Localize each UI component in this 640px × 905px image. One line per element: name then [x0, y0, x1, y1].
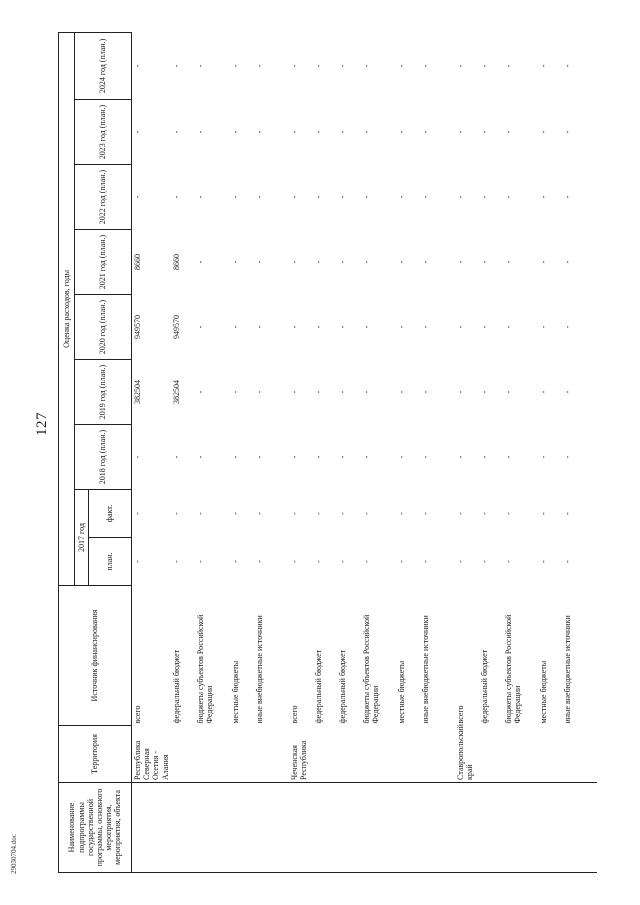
row-source: иные внебюджетные источники: [254, 615, 264, 724]
row-value: -: [479, 455, 489, 459]
row-source: всего: [289, 705, 299, 724]
header-2017-plan: план.: [89, 538, 132, 586]
table-row: [171, 32, 195, 872]
header-territory: Территория: [59, 726, 132, 783]
row-value: -: [133, 560, 142, 563]
row-value: -: [337, 560, 347, 563]
row-value: -: [230, 64, 240, 68]
row-value: -: [195, 130, 205, 134]
header-2019: 2019 год (план.): [75, 360, 132, 425]
row-value: -: [361, 64, 371, 68]
header-2017-fact: факт.: [89, 490, 132, 538]
row-territory: [562, 726, 597, 783]
row-source: федеральный бюджет: [337, 649, 347, 724]
row-territory: [195, 726, 230, 783]
row-value: -: [254, 260, 264, 264]
row-value: -: [337, 390, 347, 394]
header-2020: 2020 год (план.): [75, 295, 132, 360]
row-territory: [479, 726, 503, 783]
row-value: -: [337, 512, 347, 515]
row-value: -: [195, 455, 205, 459]
header-2024: 2024 год (план.): [75, 32, 132, 99]
row-value: -: [254, 64, 264, 68]
row-value: -: [195, 512, 205, 515]
row-value: -: [562, 260, 572, 264]
table-row: [396, 32, 420, 872]
row-value: -: [479, 390, 489, 394]
row-value: -: [479, 64, 489, 68]
row-value: -: [230, 260, 240, 264]
row-value: -: [195, 195, 205, 199]
row-value: -: [254, 325, 264, 329]
row-value: -: [289, 325, 299, 329]
row-value: -: [479, 325, 489, 329]
row-value: -: [538, 64, 548, 68]
row-territory: [337, 726, 361, 783]
row-value: -: [420, 325, 430, 329]
row-value: -: [420, 560, 430, 563]
header-2021: 2021 год (план.): [75, 230, 132, 295]
row-value: -: [361, 260, 371, 264]
row-value: -: [313, 130, 323, 134]
header-2018: 2018 год (план.): [75, 425, 132, 490]
row-value: -: [195, 390, 205, 394]
row-value: -: [503, 195, 513, 199]
row-value: -: [420, 130, 430, 134]
row-value: -: [538, 260, 548, 264]
header-name: Наименование подпрограммы государственной программы, основного мероприятия, мероприятия, объекта: [59, 783, 132, 873]
row-value: -: [230, 560, 240, 563]
row-value: -: [503, 130, 513, 134]
row-value: -: [479, 195, 489, 199]
row-value: -: [313, 325, 323, 329]
row-value: -: [455, 130, 465, 134]
expenditure-table: [58, 32, 597, 873]
row-value: -: [396, 560, 406, 563]
row-value: -: [171, 195, 181, 199]
row-value: -: [337, 455, 347, 459]
header-source: Источник финансирования: [59, 586, 132, 726]
row-source: местные бюджеты: [538, 660, 548, 724]
row-name-cell: [313, 783, 337, 873]
row-value: -: [396, 260, 406, 264]
row-value: -: [396, 130, 406, 134]
row-source: местные бюджеты: [230, 660, 240, 724]
row-value: -: [538, 195, 548, 199]
row-value: -: [538, 512, 548, 515]
row-value: -: [396, 195, 406, 199]
row-value: -: [420, 260, 430, 264]
row-value: -: [562, 325, 572, 329]
row-value: 949570: [171, 315, 181, 339]
table-row: [538, 32, 562, 872]
row-value: -: [313, 195, 323, 199]
row-value: -: [361, 130, 371, 134]
row-source: бюджеты субъектов Российской Федерации: [361, 614, 380, 724]
row-territory: [420, 726, 455, 783]
row-value: -: [289, 195, 299, 199]
row-value: -: [313, 390, 323, 394]
row-name-cell: [195, 783, 230, 873]
row-value: -: [289, 260, 299, 264]
row-value: -: [455, 512, 465, 515]
row-name-cell: [396, 783, 420, 873]
row-territory: [171, 726, 195, 783]
row-value: -: [289, 130, 299, 134]
row-value: -: [503, 512, 513, 515]
row-value: -: [289, 455, 299, 459]
row-value: -: [289, 512, 299, 515]
row-value: -: [254, 130, 264, 134]
row-value: -: [455, 64, 465, 68]
row-value: -: [171, 130, 181, 134]
row-value: -: [455, 260, 465, 264]
row-value: 8660: [171, 254, 181, 270]
row-source: иные внебюджетные источники: [562, 615, 572, 724]
page-number: 127: [34, 412, 50, 436]
table-row: [455, 32, 479, 872]
row-value: -: [337, 325, 347, 329]
row-name-cell: [289, 783, 313, 873]
row-source: всего: [455, 705, 465, 724]
row-source: федеральный бюджет: [313, 649, 323, 724]
row-value: -: [171, 64, 181, 68]
row-value: -: [455, 390, 465, 394]
table-row: [230, 32, 254, 872]
table-row: [479, 32, 503, 872]
row-value: -: [396, 455, 406, 459]
row-value: -: [230, 390, 240, 394]
row-name-cell: [503, 783, 538, 873]
row-territory: [538, 726, 562, 783]
row-value: -: [420, 512, 430, 515]
row-value: -: [313, 512, 323, 515]
row-name-cell: [337, 783, 361, 873]
row-source: бюджеты субъектов Российской Федерации: [503, 614, 522, 724]
table-row: [337, 32, 361, 872]
row-value: -: [562, 512, 572, 515]
row-value: -: [562, 195, 572, 199]
row-value: -: [562, 64, 572, 68]
row-value: -: [133, 512, 142, 515]
header-2023: 2023 год (план.): [75, 100, 132, 165]
row-territory: Ставропольский край: [455, 724, 474, 780]
row-source: федеральный бюджет: [171, 649, 181, 724]
row-value: -: [538, 390, 548, 394]
header-2022: 2022 год (план.): [75, 165, 132, 230]
row-value: -: [254, 560, 264, 563]
row-value: -: [503, 455, 513, 459]
row-value: -: [420, 455, 430, 459]
row-value: -: [455, 455, 465, 459]
table-row: [503, 32, 538, 872]
row-value: -: [562, 455, 572, 459]
row-value: -: [538, 560, 548, 563]
row-territory: [503, 726, 538, 783]
row-name-cell: [171, 783, 195, 873]
row-territory: Чеченская Республика: [289, 740, 308, 780]
row-value: -: [420, 195, 430, 199]
row-value: -: [195, 325, 205, 329]
row-value: -: [337, 64, 347, 68]
table-row: [132, 32, 171, 872]
row-source: всего: [133, 705, 142, 724]
row-value: -: [254, 512, 264, 515]
row-value: -: [361, 560, 371, 563]
row-value: -: [133, 64, 142, 68]
row-value: -: [361, 390, 371, 394]
table-row: [313, 32, 337, 872]
row-value: -: [479, 560, 489, 563]
row-value: -: [396, 390, 406, 394]
row-value: -: [503, 64, 513, 68]
table-row: [254, 32, 289, 872]
row-value: -: [230, 512, 240, 515]
table-row: [195, 32, 230, 872]
row-value: -: [230, 195, 240, 199]
row-source: местные бюджеты: [396, 660, 406, 724]
row-value: -: [361, 455, 371, 459]
row-value: -: [420, 390, 430, 394]
row-value: -: [396, 512, 406, 515]
row-source: иные внебюджетные источники: [420, 615, 430, 724]
row-value: -: [171, 512, 181, 515]
row-value: -: [313, 260, 323, 264]
row-value: -: [337, 195, 347, 199]
row-name-cell: [455, 783, 479, 873]
table-body: [132, 32, 597, 872]
row-value: -: [230, 455, 240, 459]
row-name-cell: [361, 783, 396, 873]
row-value: -: [195, 560, 205, 563]
row-value: -: [337, 130, 347, 134]
row-value: -: [289, 560, 299, 563]
row-value: 382504: [171, 380, 181, 404]
row-value: -: [313, 560, 323, 563]
row-value: -: [562, 560, 572, 563]
row-value: -: [195, 260, 205, 264]
rotated-table-page: [58, 33, 572, 873]
row-value: -: [230, 325, 240, 329]
row-name-cell: [479, 783, 503, 873]
row-name-cell: [420, 783, 455, 873]
row-value: -: [538, 325, 548, 329]
table-row: [562, 32, 597, 872]
row-territory: [230, 726, 254, 783]
row-value: -: [479, 512, 489, 515]
row-name-cell: [132, 783, 171, 873]
row-value: -: [171, 560, 181, 563]
row-value: -: [479, 260, 489, 264]
row-value: -: [455, 325, 465, 329]
row-territory: [396, 726, 420, 783]
table-row: [361, 32, 396, 872]
row-value: -: [337, 260, 347, 264]
row-value: -: [503, 260, 513, 264]
row-territory: [361, 726, 396, 783]
row-value: -: [503, 560, 513, 563]
row-value: -: [254, 390, 264, 394]
row-value: -: [361, 195, 371, 199]
header-estimate: Оценка расходов, годы: [59, 32, 75, 585]
header-2017: 2017 год: [75, 490, 89, 586]
row-territory: [254, 726, 289, 783]
footer-filename: 29030704.doc: [10, 834, 18, 874]
row-value: -: [455, 195, 465, 199]
row-value: -: [133, 130, 142, 134]
row-source: федеральный бюджет: [479, 649, 489, 724]
row-value: -: [171, 455, 181, 459]
row-value: -: [313, 455, 323, 459]
row-value: -: [396, 325, 406, 329]
row-value: -: [254, 195, 264, 199]
row-value: -: [254, 455, 264, 459]
table-row: [420, 32, 455, 872]
row-value: -: [133, 195, 142, 199]
row-name-cell: [254, 783, 289, 873]
row-value: -: [538, 455, 548, 459]
row-value: -: [562, 390, 572, 394]
row-value: -: [195, 64, 205, 68]
row-source: бюджеты субъектов Российской Федерации: [195, 614, 214, 724]
row-value: 949570: [133, 315, 142, 339]
row-territory: Республика Северная Осетия - Алания: [133, 740, 170, 780]
row-value: -: [562, 130, 572, 134]
row-value: -: [361, 325, 371, 329]
row-value: -: [420, 64, 430, 68]
row-value: 8660: [133, 254, 142, 270]
row-value: -: [289, 390, 299, 394]
row-value: -: [538, 130, 548, 134]
row-value: -: [133, 455, 142, 459]
row-value: -: [230, 130, 240, 134]
row-value: -: [479, 130, 489, 134]
row-value: -: [455, 560, 465, 563]
row-value: 382504: [133, 380, 142, 404]
row-value: -: [361, 512, 371, 515]
row-value: -: [289, 64, 299, 68]
row-value: -: [503, 390, 513, 394]
row-name-cell: [230, 783, 254, 873]
table-row: [289, 32, 313, 872]
row-territory: [313, 726, 337, 783]
row-name-cell: [562, 783, 597, 873]
row-value: -: [313, 64, 323, 68]
row-value: -: [503, 325, 513, 329]
row-name-cell: [538, 783, 562, 873]
row-value: -: [396, 64, 406, 68]
